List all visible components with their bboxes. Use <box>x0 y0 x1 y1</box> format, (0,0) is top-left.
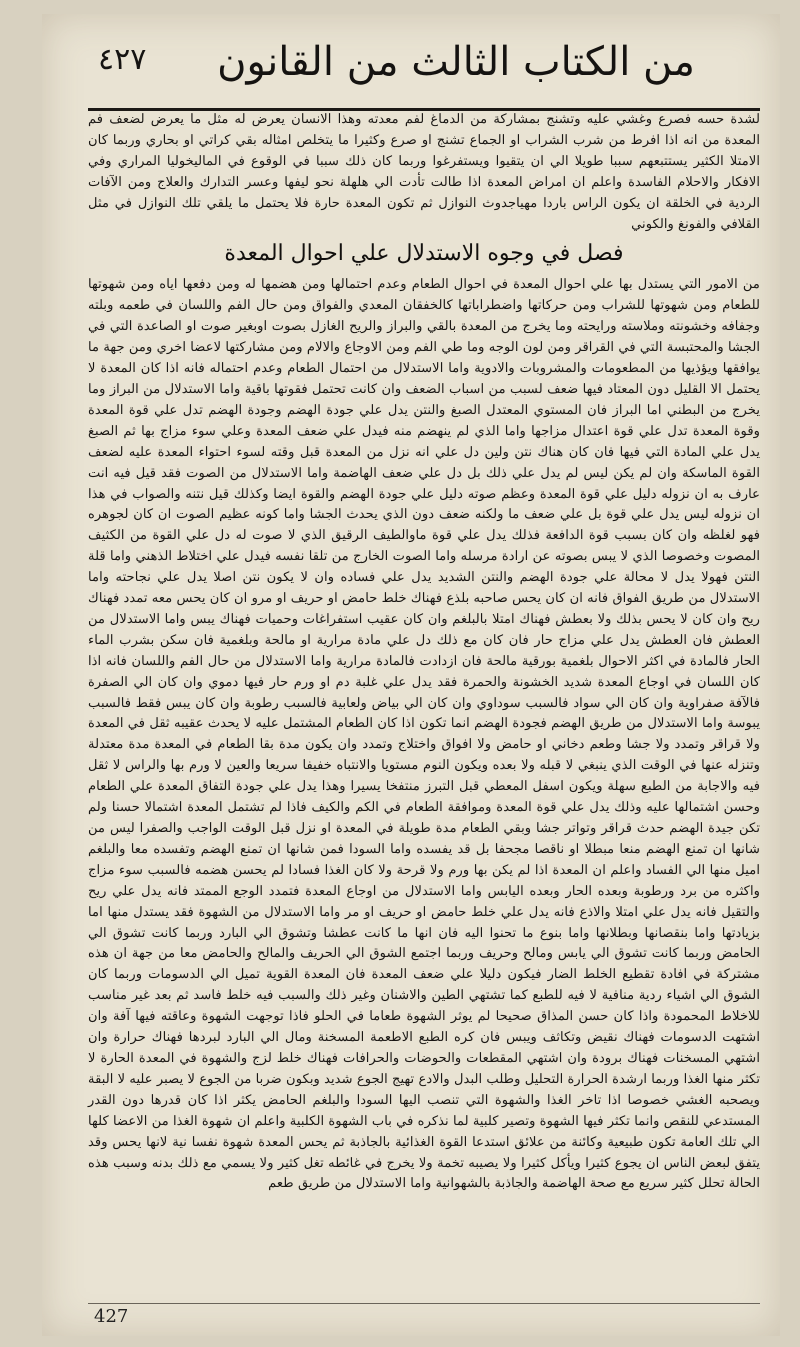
page-footer <box>88 1303 760 1334</box>
page-header <box>42 28 780 100</box>
running-title: من الكتاب الثالث من القانون <box>217 39 695 85</box>
page-number-top: ٤٢٧ <box>98 42 147 77</box>
section-heading: فصل في وجوه الاستدلال علي احوال المعدة <box>224 241 624 267</box>
body-text <box>88 110 760 1195</box>
section-paragraph: من الامور التي يستدل بها علي احوال المعدة في احوال الطعام وعدم احتمالها ومن هضمها له ومن دفعها اياه ومن شهوتها للطعام ومن شهوتها للشراب ومن حركاتها واضطراباتها كالخفقان المعدي والفواق ومن حال الفم واللسان في طعمه وبلته وجفافه وخشونته وملاسته ورايحته وما يخرج من المعدة بالقي والبراز والريح الغازل بصوت اوبغير صوت او الصاعدة التي في الجشا والمحتبسة التي في القراقر ومن لون الوجه وما طي الفم ومن الاوجاع والالام ومن مشاركتها لاعضا اخري ومن جهة ما يوافقها ويؤذيها من المطعومات والمشروبات والادوية واما الاستدلال من احتمال الطعام وعدم احتماله فانه اذا كان المعدة لا يحتمل الا القليل دون المعتاد فيها ضعف لسبب من اسباب الضعف وان كانت تحتمل فقوتها باقية واما الاستدلال من البراز وما يخرج من البطني اما البراز فان المستوي المعتدل الصبغ والنتن يدل علي جودة الهضم وجودة الهضم تدل علي قوة المعدة وقوة المعدة تدل علي قوة اعتدال مزاجها واما الذي لم ينهضم منه فيدل علي ضعف المعدة وعلي سوء مزاج بها ثم الصبغ يدل علي المادة التي فيها فان كان هناك نتن ولين دل علي انه نزل من المعدة قبل وقته لسوء احتواء المعدة عليه لضعف القوة الماسكة وان لم يكن ليس لم يدل علي ذلك بل دل علي ضعف الهاضمة واما الاستدلال من الصوت فقد قيل فيه انت عارف به ان نزوله دليل علي قوة المعدة وعظم صوته دليل علي جودة الهضم والقوة ايضا وكذلك قيل نتنه والصواب في هذا ان نزوله ليس يدل علي قوة بل علي ضعف ما ولكنه ضعف دون الذي يحدث الجشا واما كونه عظيم الصوت ان كان لجوهره فهو لغلظه وان كان بسبب قوة الدافعة فذلك يدل علي قوة ماوالطيف الرقيق الذي لا صوت له دل علي القوة من الكثيف المصوت وخصوصا الذي لا يبس بصوته عن ارادة مرسله واما الصوت الخارج من تلقا نفسه فيدل علي اختلاط الذهني واما قلة النتن فهولا يدل لا محالة علي جودة الهضم والنتن الشديد يدل علي فساده وان لا يكون نتن اصلا يدل علي نجاحته واما الاستدلال من طريق الفواق فانه ان كان يحس صاحبه بلذع فهناك خلط حامض او حريف او مرو ان كان يحس معه تمدد فهناك ريح وان كان لا يحس بذلك ولا بعطش فهناك امتلا بالبلغم وان كان عقيب استفراغات وحميات فهناك يبس واما الاستدلال من العطش فان العطش يدل علي مزاج حار فان كان مع ذلك دل علي مادة مرارية او مالحة وبلغمية فان سكن بشرب الماء الحار فالمادة في اكثر الاحوال بلغمية بورقية مالحة فان ازدادت فالمادة مرارية واما الاستدلال من حال الفم واللسان فانه اذا كان اللسان في اوجاع المعدة شديد الخشونة والحمرة فقد يدل علي غلبة دم او ورم حار فيها دموي وان كان الي الصفرة فالآفة صفراوية وان كان الي سواد فالسبب سوداوي وان كان الي بياض ولعابية فالسبب رطوبة وان كان يبس فقط فالسبب يبوسة واما الاستدلال من طريق الهضم فجودة الهضم انما تكون اذا كان الطعام المشتمل عليه لا يحدث عقيبه ثقل في المعدة ولا قراقر وتمدد ولا جشا وطعم دخاني او حامض ولا افواق واختلاج وتمدد وان يكون مدة بقا الطعام في المعدة مدة معتدلة وتنزله عنها في الوقت الذي ينبغي لا قبله ولا بعده ويكون النوم مستويا والانتباه خفيفا سريعا والعين لا ورم بها والراس لا ثقل فيه والاجابة من الطبع سهلة ويكون اسفل المعطي قبل التبرز منتفخا يسيرا وهذا يدل علي جودة التفاق المعدة علي الطعام وحسن اشتمالها عليه وذلك يدل علي قوة المعدة وموافقة الطعام في الكم والكيف فاذا لم تشتمل المعدة اشتمالا حسنا ولم تكن جيدة الهضم حدث قراقر وتواتر جشا وبقي الطعام مدة طويلة في المعدة او نزل قبل الوقت الواجب والصفرا ليس من شانها ان تمنع الهضم منعا مبطلا او ناقصا مجحفا بل قد يفسده واما السودا فمن شانها ان تمنع الهضم وتفسده معا والبلغم اميل منها الي الفساد واعلم ان المعدة اذا لم يكن بها ورم ولا قرحة ولا كان الغذا فسادا لم يحسن هضمه فالسبب سوء مزاج واكثره من برد ورطوبة وبعده الحار وبعده اليابس واما الاستدلال من اوجاع المعدة فتمدد الوجع الممتد فانه يدل علي ريح والتقيل فانه يدل علي امتلا والاذع فانه يدل علي خلط حامض او حريف او مر واما الاستدلال من الشهوة فقد يستدل منها اما بزيادتها واما بنقصانها وبطلانها واما بنوع ما تحنوا اليه فان انها ما كانت عطشا وتشوق الي البارد وربما كانت تشوق الي الحامض وربما كانت تشوق الي يابس ومالح وحريف وربما اجتمع الشوق الي الحريف والمالح والحامض معا من جهة ان هذه مشتركة في افادة تقطيع الخلط الضار فيكون دليلا علي ضعف المعدة فان المعدة القوية تميل الي الدسومات وربما كان الشوق الي اشياء ردية منافية لا فيه للطبع كما تشتهي الطين والاشنان وغير ذلك والسبب فيه خلط فاسد ثم بعد غير مناسب للاخلاط المحمودة واذا كان حسن المذاق صحيحا لم يوثر الشهوة طعاما في الحلو فاذا توجهت الشهوة وعاقته فيها آفة وان اشتهت الدسومات فهناك نقيض وتكاثف ويبس فان كره الطبع الاطعمة المسخنة ومال الي البارد لبردها فهناك حرارة وان اشتهي المسخنات فهناك برودة وان اشتهي المقطعات والحوضات والحرافات فهناك خلط لزج والشهوة في المعدة الحارة لا تكثر منها الغذا وربما ارشدة الحرارة التحليل وطلب البدل والادع تهيج الجوع شديد وبكون ضربا من الجوع لا يصبر عليه لا البقة ويصحبه الغشي خصوصا اذا تاخر الغذا والشهوة التي تنصب اليها السودا والبلغم الحامض يكثر اذا كان قدرها دون القدر المستدعي للنقص وانما تكثر فيها الشهوة وتصير كلبية لما نذكره في باب الشهوة الكلبية واعلم ان شهوة الغذا من الاعضا كلها الي تلك العامة تكون طبيعية وكائنة من علائق استدعا القوة الغذائية بالجاذبة ثم يحس المعدة شهوة نفسا نية لانها يحس وقد يتفق لبعض الناس ان يجوع كثيرا ويأكل كثيرا ولا يصيبه تخمة ولا يخرج في غائطه تغل كثير ولا يسمي مع ذلك بدنه وسبب هذه الحالة تحلل كثير سريع مع صحة الهاضمة والجاذبة بالشهوانية واما الاستدلال من طريق طعم <box>88 277 761 1192</box>
page-number-bottom: 427 <box>94 1306 129 1327</box>
book-page <box>42 14 780 1336</box>
opening-paragraph: لشدة حسه فصرع وغشي عليه وتشنج بمشاركة من الدماغ لفم معدته وهذا الانسان يعرض له مثل ما يعرض لضعف فم المعدة من انه اذا افرط من شرب الشراب او الجماع تشنج او صرع وكثيرا ما يتخلص امثاله بقي كراتي او بحاري وربما كان الامتلا الكثير يستتبعهم سببا طويلا الي ان يتقيوا ويستفرغوا وربما كان ذلك سببا في الوقوع في الماليخوليا المراري وفي الافكار والاحلام الفاسدة واعلم ان امراض المعدة اذا طالت تأدت الي هلهلة نحو ليفها وعسر التدارك والعلاج ومن الآفات الردية في الخلقة ان يكون الراس باردا مهياجدوث النوازل ثم تكون المعدة حارة فلا يحتمل ما يلقي تلك النوازل في مثل القلافي والفونغ والكوني <box>88 112 760 232</box>
